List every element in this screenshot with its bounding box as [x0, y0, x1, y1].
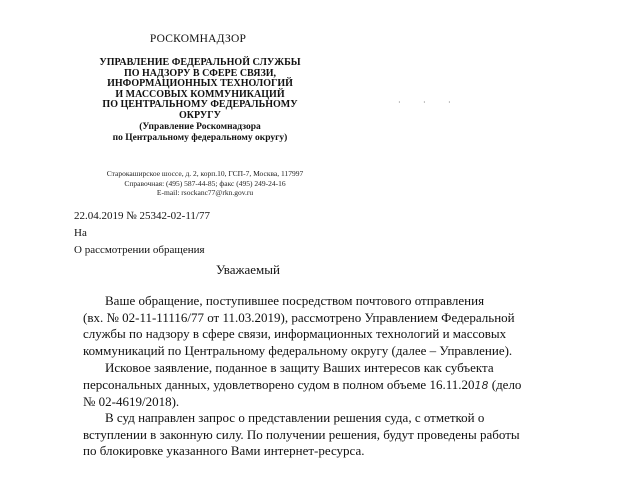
phone: Справочная: (495) 587-44-85; факс (495) 249-24-16 [124, 178, 286, 188]
agency-title: РОСКОМНАДЗОР [149, 33, 247, 45]
paragraph-line: по блокировке указанного Вами интернет-ресурса. [83, 443, 365, 459]
department-line: И МАССОВЫХ КОММУНИКАЦИЙ [115, 88, 285, 100]
paragraph-line: службы по надзору в сфере связи, информационных технологий и массовых [83, 326, 507, 342]
subject-line: О рассмотрении обращения [74, 244, 205, 256]
short-name-line: по Центральному федеральному округу) [112, 132, 288, 143]
contacts-block [90, 169, 320, 198]
greeting: Уважаемый [216, 262, 280, 277]
paragraph-1 [83, 293, 580, 360]
scan-dot: · [448, 98, 451, 107]
scan-dot: · [423, 98, 426, 107]
department-line: ОКРУГУ [179, 109, 221, 121]
paragraph-line: коммуникаций по Центральному федеральному округу (далее – Управление). [83, 343, 513, 359]
reply-to-label: На [74, 227, 87, 239]
email: E-mail: rsockanc77@rkn.gov.ru [156, 188, 254, 197]
paragraph-line: (вх. № 02-11-11116/77 от 11.03.2019), рассмотрено Управлением Федеральной [83, 309, 515, 325]
paragraph-2 [83, 360, 580, 411]
paragraph-line: Исковое заявление, поданное в защиту Ваших интересов как субъекта [105, 360, 494, 375]
department-name [60, 58, 340, 143]
date-number: 22.04.2019 № 25342-02-11/77 [74, 210, 210, 222]
department-line: ИНФОРМАЦИОННЫХ ТЕХНОЛОГИЙ [107, 78, 293, 89]
paragraph-line: персональных данных, удовлетворено судом в полном объеме 16.11.2018 (дело [83, 376, 522, 392]
paragraph-line: Ваше обращение, поступившее посредством почтового отправления [105, 293, 485, 308]
handwritten-digits: 18 [474, 378, 489, 392]
short-name-line: (Управление Роскомнадзора [139, 122, 261, 132]
scan-dot: · [398, 98, 401, 107]
paragraph-line: вступлении в законную силу. По получении решения, будут проведены работы [83, 426, 520, 442]
department-line: ПО ЦЕНТРАЛЬНОМУ ФЕДЕРАЛЬНОМУ [102, 99, 298, 110]
paragraph-3 [83, 410, 580, 460]
paragraph-line: В суд направлен запрос о представлении решения суда, с отметкой о [105, 410, 485, 425]
department-line: ПО НАДЗОРУ В СФЕРЕ СВЯЗИ, [123, 67, 277, 79]
paragraph-line: № 02-4619/2018). [83, 394, 180, 410]
address: Старокаширское шоссе, д. 2, корп.10, ГСП-7, Москва, 117997 [106, 169, 304, 178]
department-line: УПРАВЛЕНИЕ ФЕДЕРАЛЬНОЙ СЛУЖБЫ [99, 57, 301, 68]
